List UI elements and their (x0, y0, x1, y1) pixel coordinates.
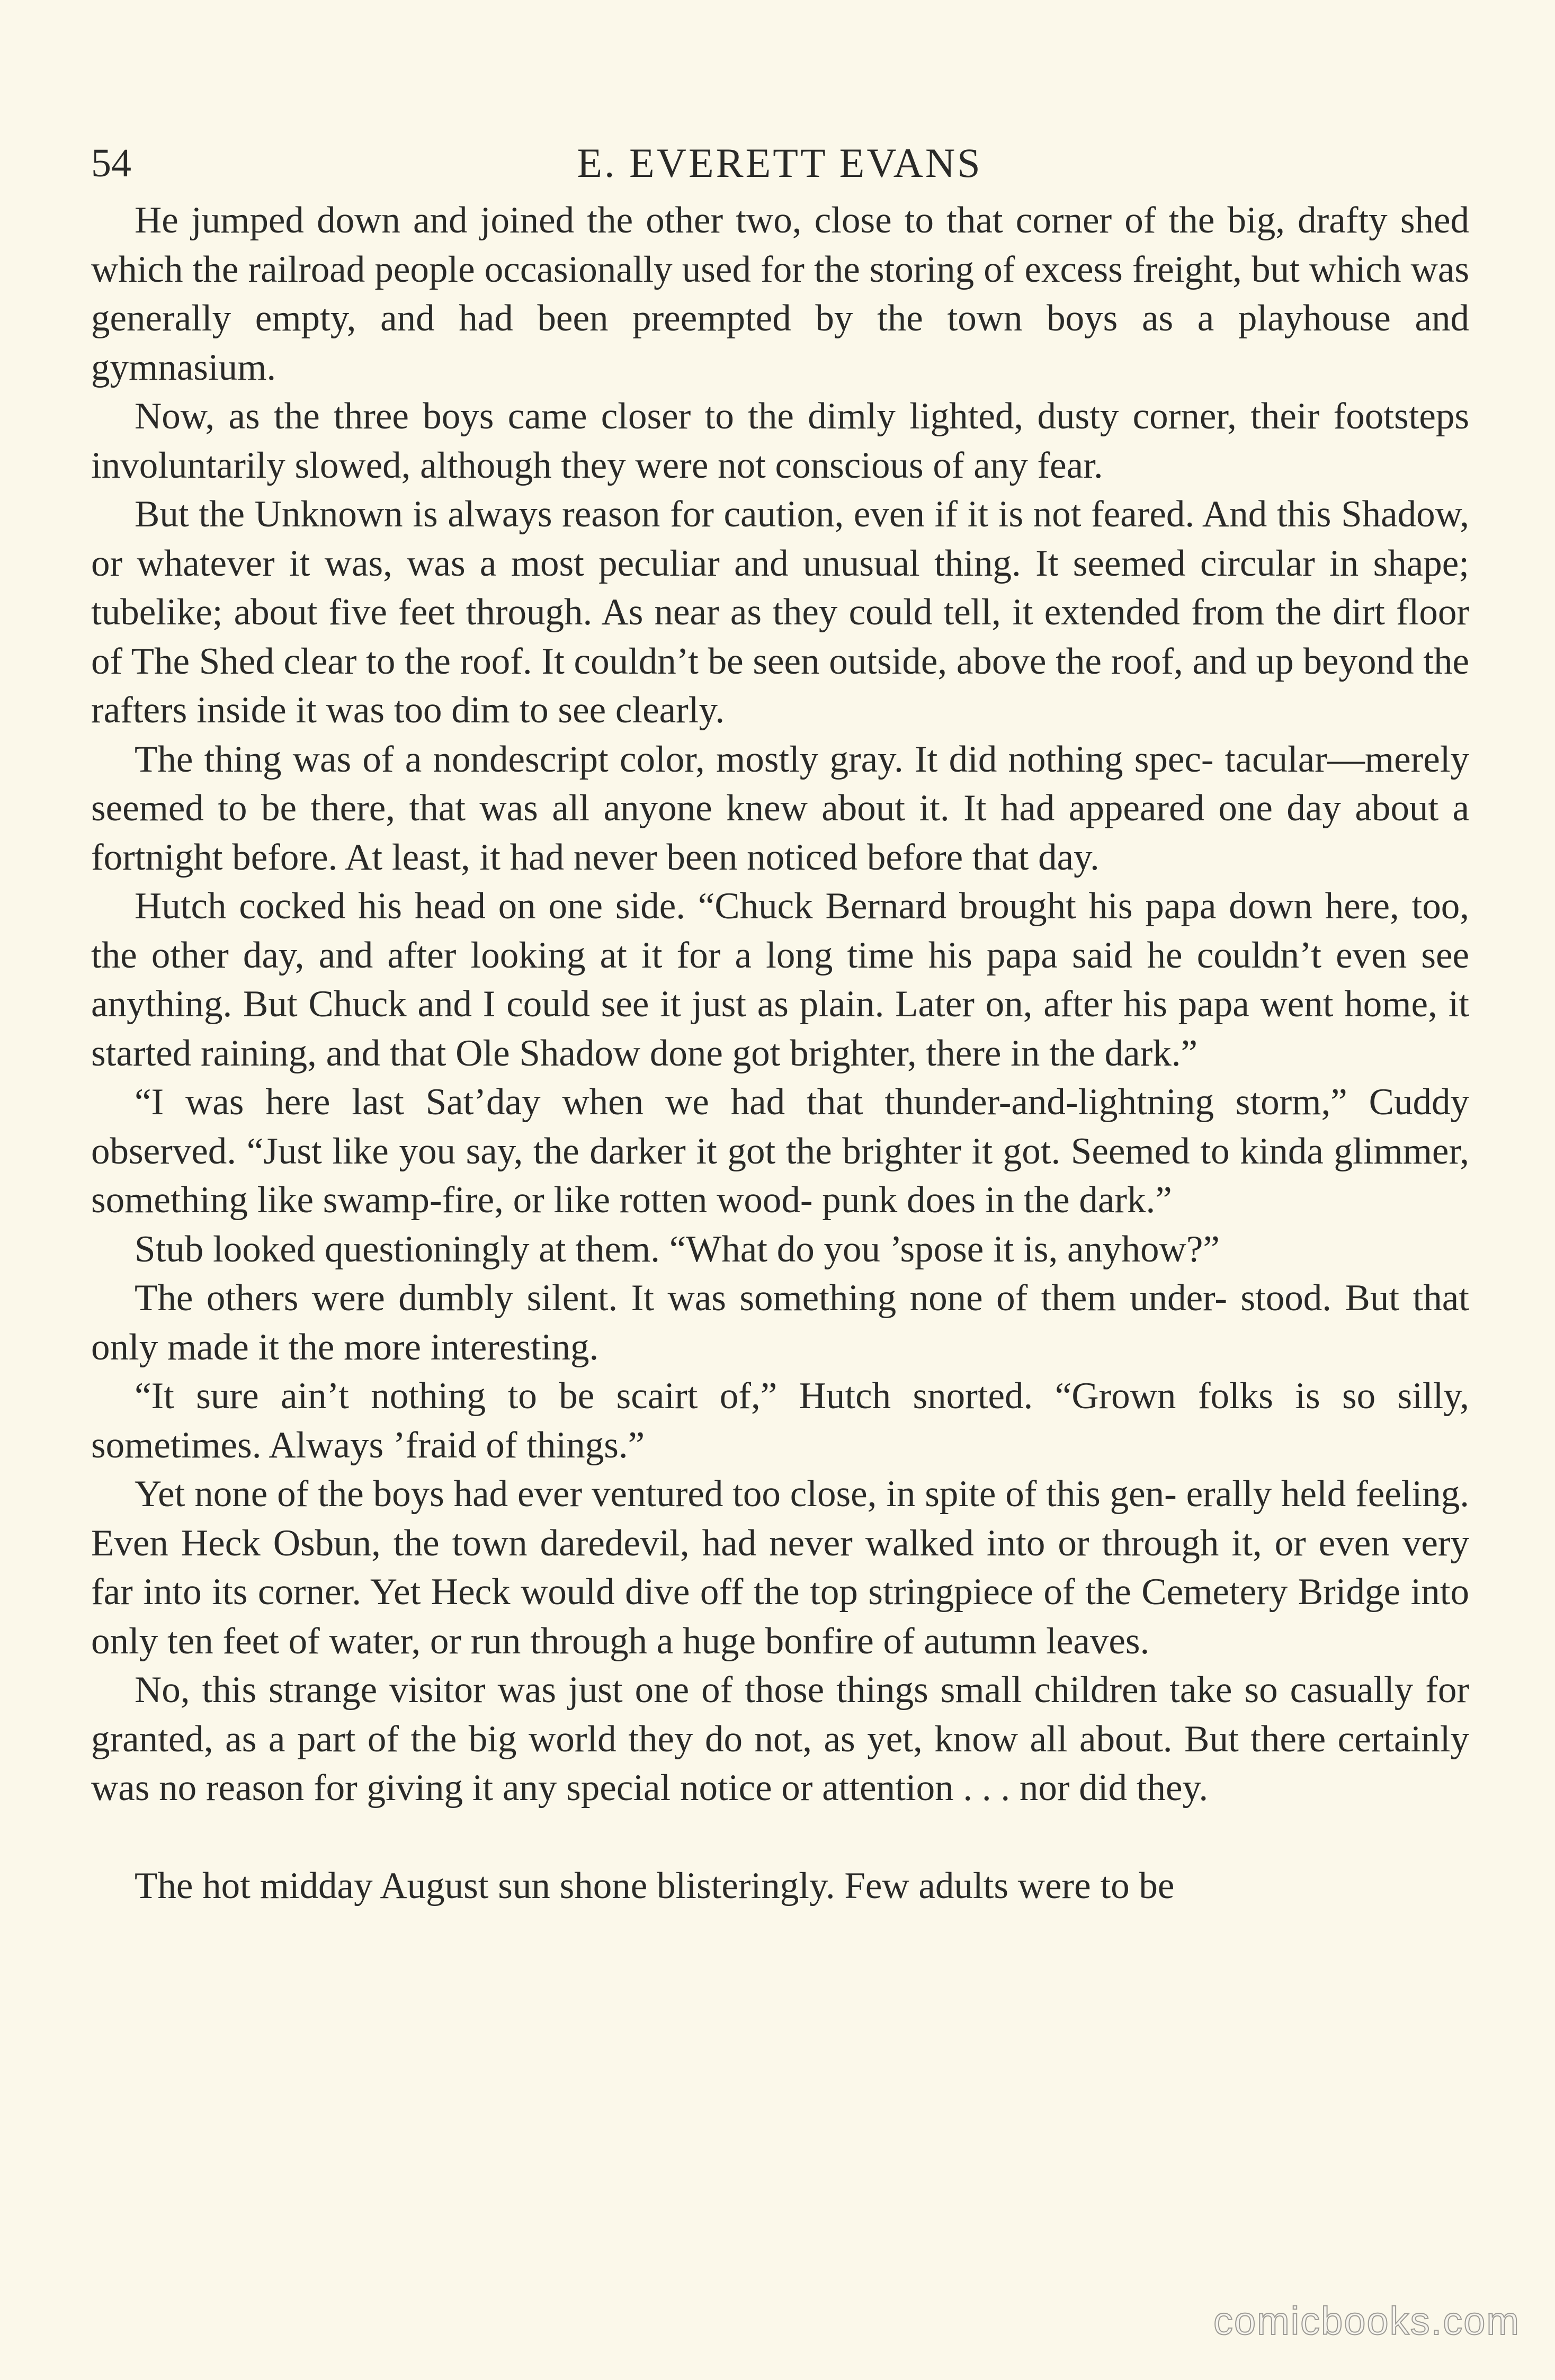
paragraph: Stub looked questioningly at them. “What do you ’spose it is, anyhow?” (135, 1228, 1220, 1270)
running-head: E. EVERETT EVANS (577, 140, 982, 186)
paragraph: But the Unknown is always reason for caution, even if it is not feared. And this Shadow, or whatever it was, was a most peculiar and unusual thing. It seemed circular in shape; tubelike; about five feet through. As near as they could tell, it extended from the dirt floor of The Shed clear to the roof. It couldn’t be seen outside, above the roof, and up beyond the rafters inside it was too dim to see clearly. (91, 494, 1469, 731)
body-text (91, 196, 1469, 1910)
watermark: comicbooks.com (1213, 2299, 1520, 2343)
paragraph: The others were dumbly silent. It was something none of them under- stood. But that only made it the more interesting. (91, 1277, 1469, 1368)
paragraph: The hot midday August sun shone blisteringly. Few adults were to be (135, 1865, 1175, 1907)
paragraph: “I was here last Sat’day when we had that thunder-and-lightning storm,” Cuddy observed. “Just like you say, the darker it got the brighter it got. Seemed to kinda glimmer, something like swamp-fire, or like rotten wood- punk does in the dark.” (91, 1081, 1469, 1221)
paragraph: Now, as the three boys came closer to the dimly lighted, dusty corner, their footsteps involuntarily slowed, although they were not conscious of any fear. (91, 396, 1469, 486)
page-number: 54 (91, 141, 131, 185)
paragraph: Yet none of the boys had ever ventured too close, in spite of this gen- erally held feeling. Even Heck Osbun, the town daredevil, had never walked into or through it, or even very far into its corner. Yet Heck would dive off the top stringpiece of the Cemetery Bridge into only ten feet of water, or run through a huge bonfire of autumn leaves. (91, 1473, 1469, 1662)
paragraph: “It sure ain’t nothing to be scairt of,” Hutch snorted. “Grown folks is so silly, sometimes. Always ’fraid of things.” (91, 1375, 1469, 1466)
paragraph: The thing was of a nondescript color, mostly gray. It did nothing spec- tacular—merely seemed to be there, that was all anyone knew about it. It had appeared one day about a fortnight before. At least, it had never been noticed before that day. (91, 738, 1469, 878)
paragraph: No, this strange visitor was just one of those things small children take so casually for granted, as a part of the big world they do not, as yet, know all about. But there certainly was no reason for giving it any special notice or attention . . . nor did they. (91, 1669, 1469, 1809)
paragraph: He jumped down and joined the other two, close to that corner of the big, drafty shed which the railroad people occasionally used for the storing of excess freight, but which was generally empty, and had been preempted by the town boys as a playhouse and gymnasium. (91, 200, 1469, 388)
page-header (91, 133, 1468, 197)
paragraph: Hutch cocked his head on one side. “Chuck Bernard brought his papa down here, too, the other day, and after looking at it for a long time his papa said he couldn’t even see anything. But Chuck and I could see it just as plain. Later on, after his papa went home, it started raining, and that Ole Shadow done got brighter, there in the dark.” (91, 885, 1469, 1074)
